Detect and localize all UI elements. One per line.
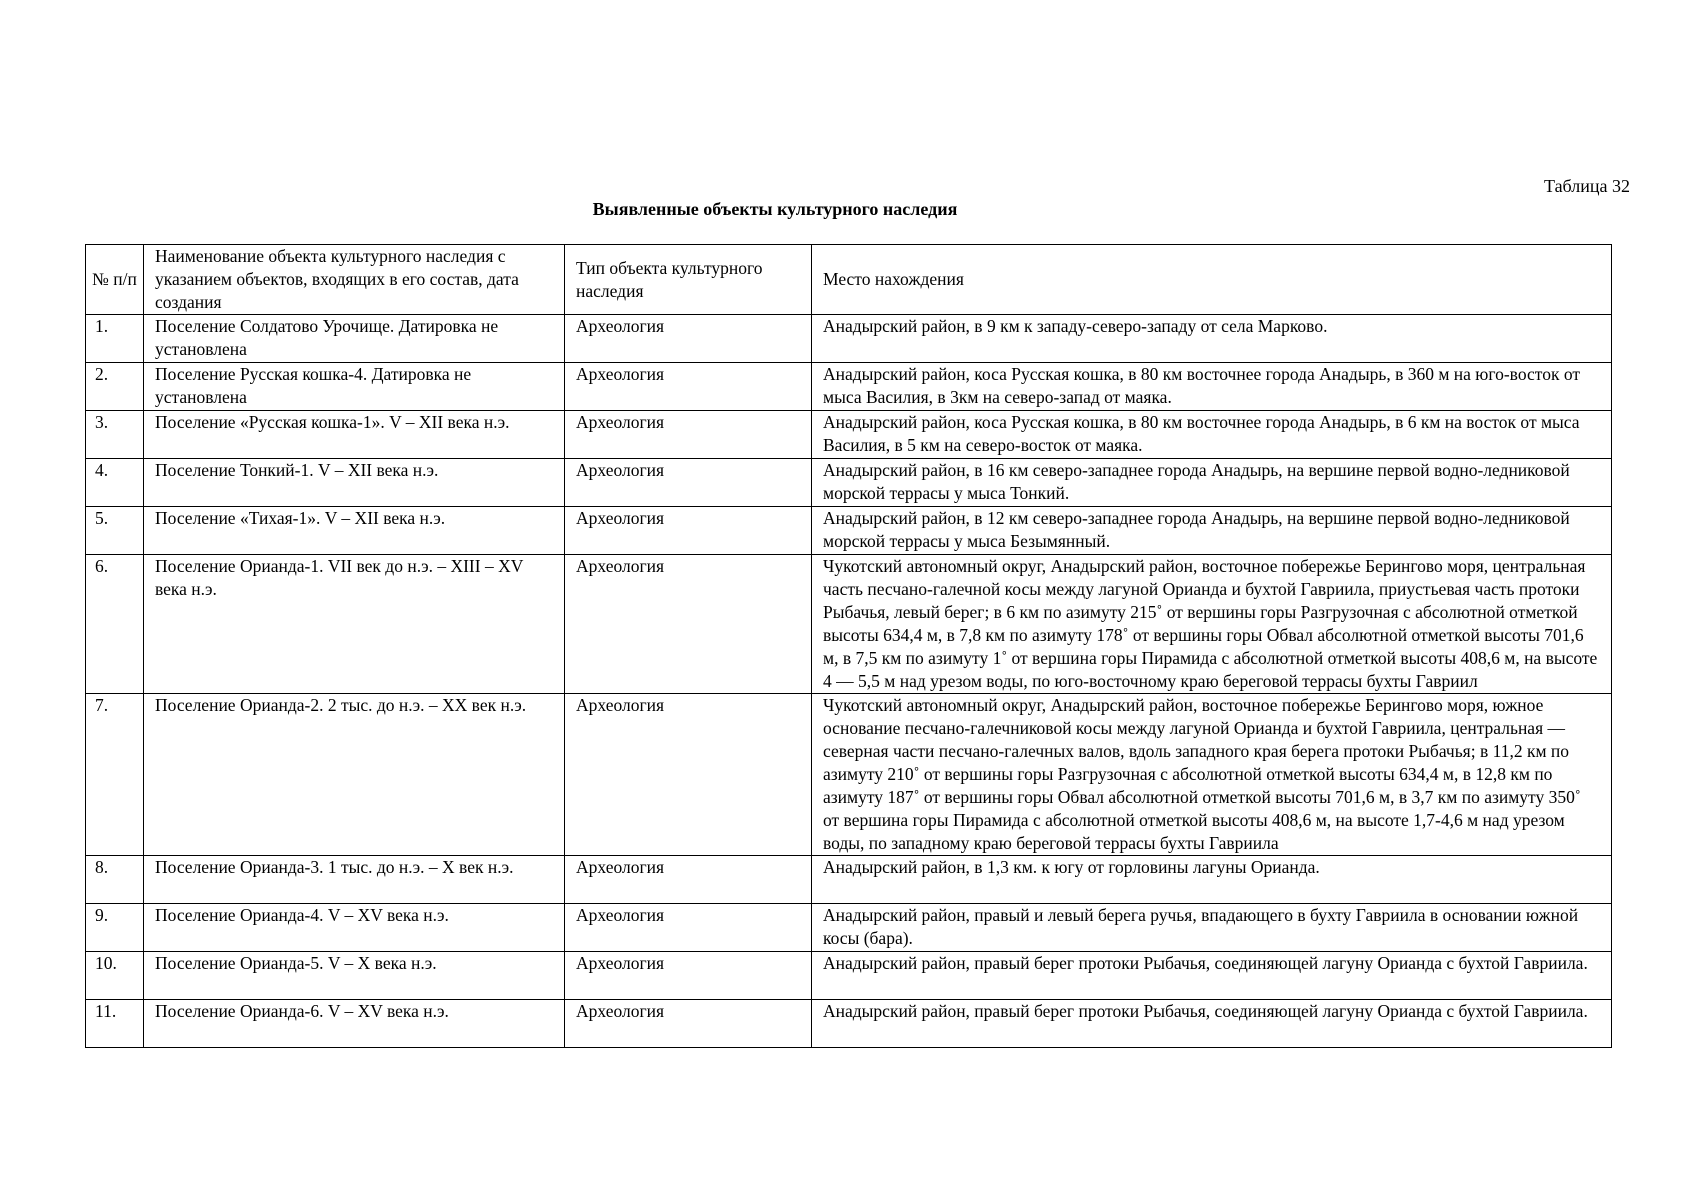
row-num: 10. xyxy=(86,952,144,1000)
row-location: Чукотский автономный округ, Анадырский район, восточное побережье Берингово моря, центральная часть песчано-галечной косы между лагуной Орианда и бухтой Гавриила, приустьевая часть протоки Рыбачья, левый берег; в 6 км по азимуту 215˚ от вершины горы Разгрузочная с абсолютной отметкой высоты 634,4 м, в 7,8 км по азимуту 178˚ от вершины горы Обвал абсолютной отметкой высоты 701,6 м, в 7,5 км по азимуту 1˚ от вершина горы Пирамида с абсолютной отметкой высоты 408,6 м, на высоте 4 — 5,5 м над урезом воды, по юго-восточному краю береговой террасы бухты Гавриил xyxy=(812,555,1612,694)
table-row xyxy=(86,411,1612,459)
header-type: Тип объекта культурного наследия xyxy=(565,245,812,315)
table-row xyxy=(86,459,1612,507)
row-type: Археология xyxy=(565,1000,812,1048)
table-row xyxy=(86,694,1612,856)
header-name: Наименование объекта культурного наследия с указанием объектов, входящих в его состав, дата создания xyxy=(144,245,565,315)
row-type: Археология xyxy=(565,904,812,952)
row-type: Археология xyxy=(565,507,812,555)
table-row xyxy=(86,904,1612,952)
table-row xyxy=(86,856,1612,904)
row-type: Археология xyxy=(565,952,812,1000)
row-location: Анадырский район, в 9 км к западу-северо-западу от села Марково. xyxy=(812,315,1612,363)
row-type: Археология xyxy=(565,694,812,856)
row-type: Археология xyxy=(565,315,812,363)
table-row xyxy=(86,315,1612,363)
row-location: Анадырский район, правый и левый берега ручья, впадающего в бухту Гавриила в основании южной косы (бара). xyxy=(812,904,1612,952)
row-location: Анадырский район, в 16 км северо-западнее города Анадырь, на вершине первой водно-ледниковой морской террасы у мыса Тонкий. xyxy=(812,459,1612,507)
header-num: № п/п xyxy=(86,245,144,315)
row-type: Археология xyxy=(565,459,812,507)
row-num: 6. xyxy=(86,555,144,694)
row-location: Анадырский район, в 1,3 км. к югу от горловины лагуны Орианда. xyxy=(812,856,1612,904)
row-location: Анадырский район, коса Русская кошка, в 80 км восточнее города Анадырь, в 6 км на восток от мыса Василия, в 5 км на северо-восток от маяка. xyxy=(812,411,1612,459)
row-name: Поселение «Тихая-1». V – XII века н.э. xyxy=(144,507,565,555)
row-name: Поселение Русская кошка-4. Датировка не установлена xyxy=(144,363,565,411)
table-number: Таблица 32 xyxy=(1544,176,1630,196)
row-name: Поселение Орианда-4. V – XV века н.э. xyxy=(144,904,565,952)
table-row xyxy=(86,507,1612,555)
row-name: Поселение Орианда-6. V – XV века н.э. xyxy=(144,1000,565,1048)
heritage-objects-table xyxy=(85,244,1612,1048)
row-num: 8. xyxy=(86,856,144,904)
row-location: Анадырский район, правый берег протоки Рыбачья, соединяющей лагуну Орианда с бухтой Гавриила. xyxy=(812,1000,1612,1048)
row-name: Поселение Орианда-5. V – X века н.э. xyxy=(144,952,565,1000)
row-type: Археология xyxy=(565,363,812,411)
row-location: Анадырский район, коса Русская кошка, в 80 км восточнее города Анадырь, в 360 м на юго-восток от мыса Василия, в 3км на северо-запад от маяка. xyxy=(812,363,1612,411)
row-name: Поселение «Русская кошка-1». V – XII века н.э. xyxy=(144,411,565,459)
row-location: Чукотский автономный округ, Анадырский район, восточное побережье Берингово моря, южное основание песчано-галечниковой косы между лагуной Орианда и бухтой Гавриила, центральная — северная части песчано-галечных валов, вдоль западного края берега протоки Рыбачья; в 11,2 км по азимуту 210˚ от вершины горы Разгрузочная с абсолютной отметкой высоты 634,4 м, в 12,8 км по азимуту 187˚ от вершины горы Обвал абсолютной отметкой высоты 701,6 м, в 3,7 км по азимуту 350˚ от вершина горы Пирамида с абсолютной отметкой высоты 408,6 м, на высоте 1,7-4,6 м над урезом воды, по западному краю береговой террасы бухты Гавриила xyxy=(812,694,1612,856)
row-name: Поселение Орианда-2. 2 тыс. до н.э. – XX век н.э. xyxy=(144,694,565,856)
row-type: Археология xyxy=(565,856,812,904)
row-type: Археология xyxy=(565,555,812,694)
row-num: 4. xyxy=(86,459,144,507)
document-title xyxy=(0,198,1698,220)
row-name: Поселение Орианда-1. VII век до н.э. – XIII – XV века н.э. xyxy=(144,555,565,694)
table-row xyxy=(86,952,1612,1000)
row-num: 7. xyxy=(86,694,144,856)
row-num: 3. xyxy=(86,411,144,459)
document-title-text: Выявленные объекты культурного наследия xyxy=(592,199,958,219)
header-location: Место нахождения xyxy=(812,245,1612,315)
row-num: 9. xyxy=(86,904,144,952)
row-location: Анадырский район, правый берег протоки Рыбачья, соединяющей лагуну Орианда с бухтой Гавриила. xyxy=(812,952,1612,1000)
table-row xyxy=(86,555,1612,694)
row-name: Поселение Орианда-3. 1 тыс. до н.э. – X век н.э. xyxy=(144,856,565,904)
row-type: Археология xyxy=(565,411,812,459)
table-row xyxy=(86,1000,1612,1048)
row-num: 2. xyxy=(86,363,144,411)
table-header-row xyxy=(86,245,1612,315)
row-name: Поселение Солдатово Урочище. Датировка не установлена xyxy=(144,315,565,363)
row-name: Поселение Тонкий-1. V – XII века н.э. xyxy=(144,459,565,507)
row-num: 1. xyxy=(86,315,144,363)
table-row xyxy=(86,363,1612,411)
row-location: Анадырский район, в 12 км северо-западнее города Анадырь, на вершине первой водно-ледниковой морской террасы у мыса Безымянный. xyxy=(812,507,1612,555)
row-num: 5. xyxy=(86,507,144,555)
row-num: 11. xyxy=(86,1000,144,1048)
